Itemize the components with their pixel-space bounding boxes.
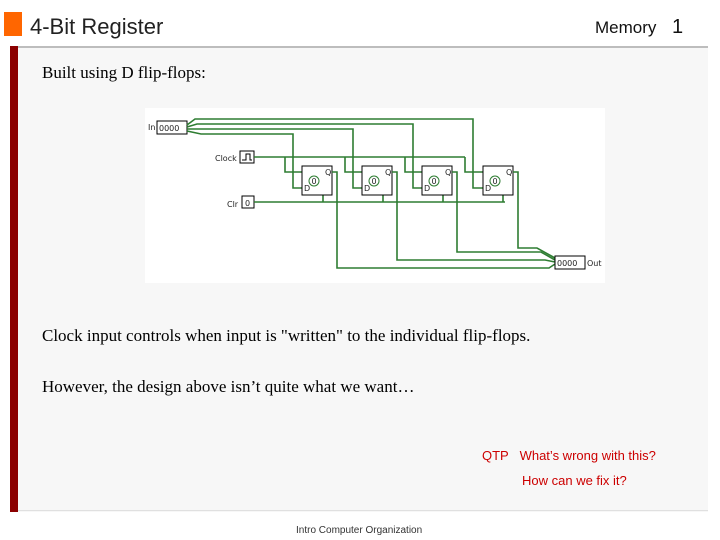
circuit-svg bbox=[145, 108, 605, 283]
svg-text:D: D bbox=[364, 184, 371, 193]
svg-text:0: 0 bbox=[311, 177, 317, 186]
clock-tap-ff3 bbox=[455, 157, 483, 172]
output-wire-bit3 bbox=[513, 172, 555, 258]
svg-text:0: 0 bbox=[431, 177, 437, 186]
svg-text:D: D bbox=[304, 184, 311, 193]
register-diagram bbox=[145, 108, 605, 283]
left-accent-bar bbox=[10, 46, 18, 512]
critique-text: However, the design above isn’t quite what we want… bbox=[42, 377, 415, 396]
clear-value: 0 bbox=[245, 199, 251, 208]
output-label: Out bbox=[587, 259, 602, 268]
clock-pin[interactable] bbox=[240, 151, 254, 163]
qtp-question-1-text: What’s wrong with this? bbox=[519, 448, 656, 463]
footer-text: Intro Computer Organization bbox=[296, 525, 423, 536]
page-number: 1 bbox=[672, 16, 684, 38]
clock-label: Clock bbox=[215, 154, 237, 163]
clear-label: Clr bbox=[227, 200, 239, 209]
svg-text:Q: Q bbox=[325, 168, 332, 177]
bottom-divider bbox=[18, 510, 708, 511]
svg-text:0: 0 bbox=[492, 177, 498, 186]
svg-text:Q: Q bbox=[506, 168, 513, 177]
output-value: 0000 bbox=[557, 259, 578, 268]
clear-taps bbox=[323, 195, 503, 202]
svg-text:0: 0 bbox=[371, 177, 377, 186]
accent-square bbox=[4, 12, 22, 36]
input-label: In bbox=[148, 123, 156, 132]
page-title: 4-Bit Register bbox=[30, 14, 164, 39]
flipflop-3 bbox=[483, 166, 513, 195]
qtp-question-2: How can we fix it? bbox=[522, 473, 627, 488]
flipflop-2 bbox=[422, 166, 452, 195]
section-label: Memory bbox=[595, 18, 657, 37]
input-wire-bit1 bbox=[187, 129, 362, 188]
qtp-question-1 bbox=[482, 448, 656, 463]
flipflop-0 bbox=[302, 166, 332, 195]
svg-text:Q: Q bbox=[385, 168, 392, 177]
svg-text:D: D bbox=[424, 184, 431, 193]
qtp-label: QTP bbox=[482, 448, 509, 463]
explanation-text: Clock input controls when input is "written" to the individual flip-flops. bbox=[42, 326, 531, 345]
intro-text: Built using D flip-flops: bbox=[42, 63, 206, 82]
svg-text:Q: Q bbox=[445, 168, 452, 177]
svg-text:D: D bbox=[485, 184, 492, 193]
flipflop-1 bbox=[362, 166, 392, 195]
input-value: 0000 bbox=[159, 124, 180, 133]
